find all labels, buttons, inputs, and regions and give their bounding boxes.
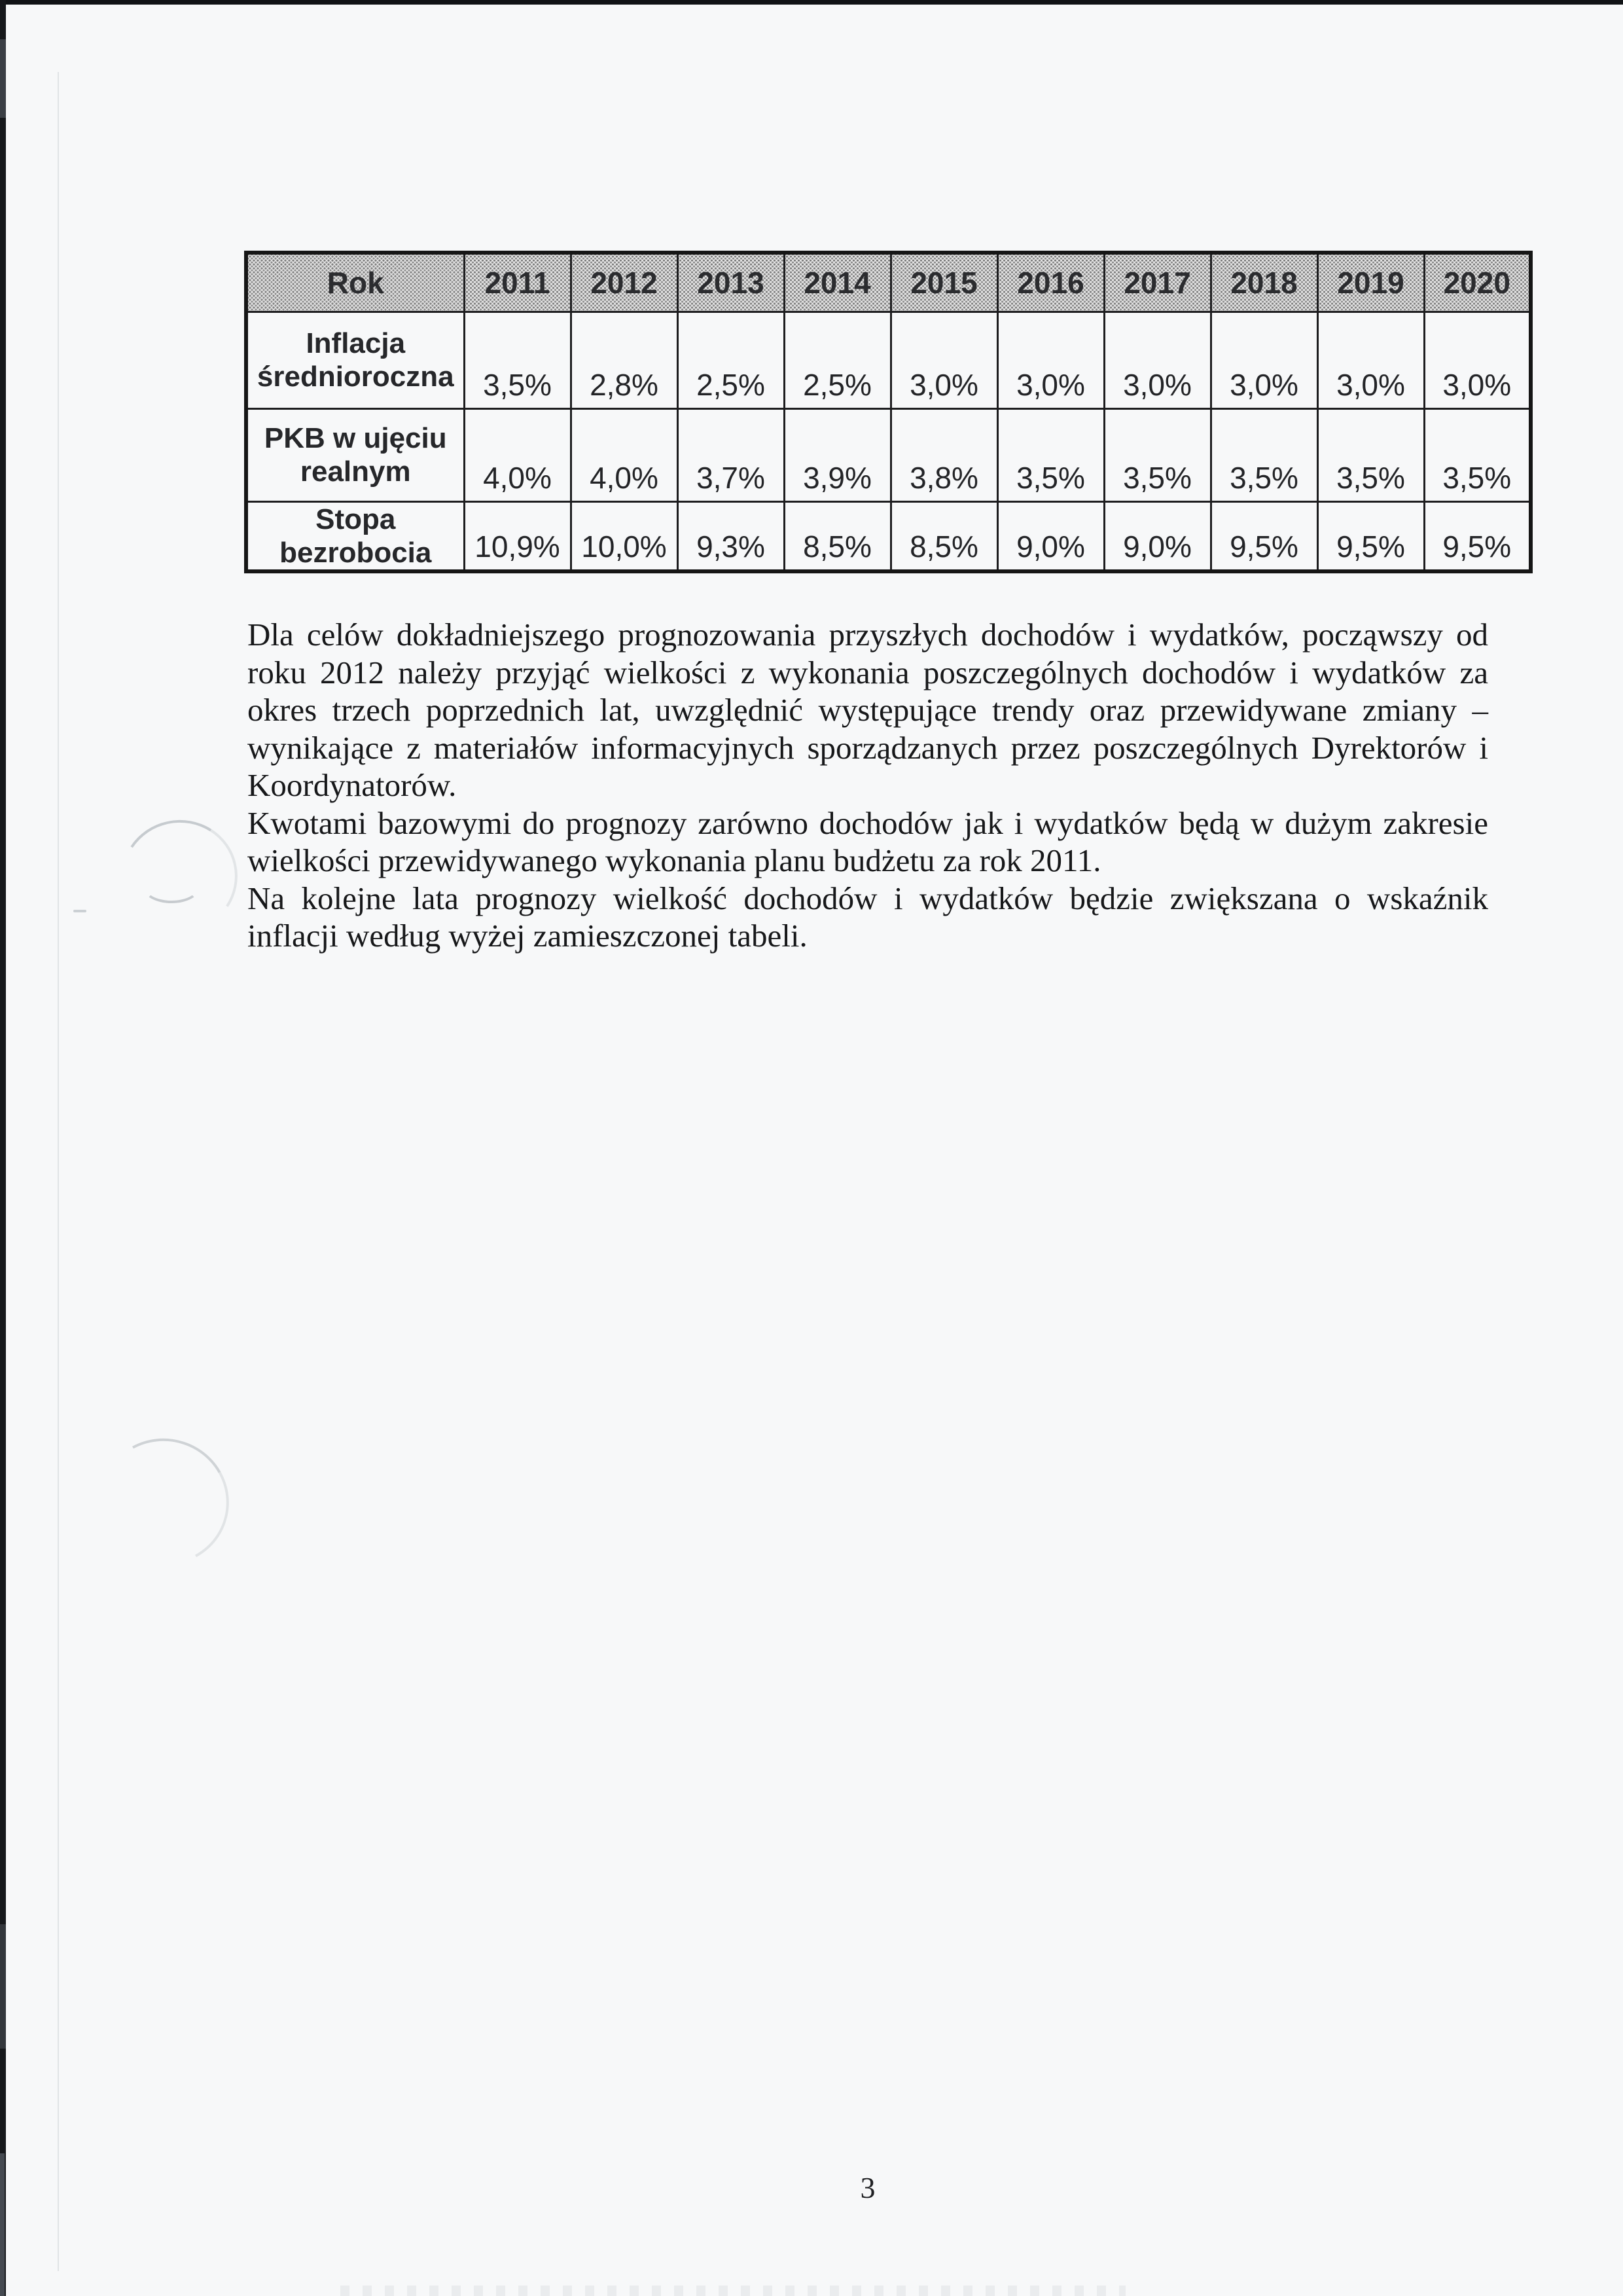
value-cell: 3,5% xyxy=(464,312,571,408)
value-cell: 9,5% xyxy=(1317,501,1424,571)
scan-artifact-speck xyxy=(73,910,86,912)
value-cell: 2,5% xyxy=(677,312,784,408)
table-header-year: 2020 xyxy=(1424,253,1531,312)
paragraph-3: Na kolejne lata prognozy wielkość dochodów i wydatków będzie zwiększana o wskaźnik inflacji według wyżej zamieszczonej tabeli. xyxy=(247,880,1488,954)
value-cell: 2,5% xyxy=(784,312,891,408)
value-cell: 9,5% xyxy=(1211,501,1317,571)
value-cell: 3,9% xyxy=(784,408,891,501)
value-cell: 4,0% xyxy=(571,408,677,501)
table-header-year: 2014 xyxy=(784,253,891,312)
value-cell: 3,7% xyxy=(677,408,784,501)
scan-edge-top xyxy=(0,0,1623,5)
table-header-year: 2018 xyxy=(1211,253,1317,312)
scan-artifact-arc-1b xyxy=(143,870,200,903)
paragraph-1: Dla celów dokładniejszego prognozowania przyszłych dochodów i wydatków, począwszy od roku 2012 należy przyjąć wielkości z wykonania poszczególnych dochodów i wydatków za okres trzech poprzednich lat, uwzględnić występujące trendy oraz przewidywane zmiany – wynikające z materiałów informacyjnych sporządzanych przez poszczególnych Dyrektorów i Koordynatorów. xyxy=(247,617,1488,803)
value-cell: 9,0% xyxy=(997,501,1104,571)
value-cell: 3,0% xyxy=(1424,312,1531,408)
value-cell: 3,0% xyxy=(1104,312,1211,408)
table-row xyxy=(246,312,1531,408)
paragraph-2: Kwotami bazowymi do prognozy zarówno dochodów jak i wydatków będą w dużym zakresie wielkości przewidywanego wykonania planu budżetu za rok 2011. xyxy=(247,804,1488,878)
value-cell: 8,5% xyxy=(891,501,997,571)
row-label: Stopa bezrobocia xyxy=(246,501,464,571)
table-header-year: 2012 xyxy=(571,253,677,312)
value-cell: 2,8% xyxy=(571,312,677,408)
table-header-row xyxy=(246,253,1531,312)
scan-noise-bottom xyxy=(340,2286,1126,2296)
value-cell: 9,0% xyxy=(1104,501,1211,571)
table-row xyxy=(246,408,1531,501)
value-cell: 3,0% xyxy=(1317,312,1424,408)
page-number: 3 xyxy=(860,2171,876,2204)
table-header-year: 2017 xyxy=(1104,253,1211,312)
value-cell: 3,8% xyxy=(891,408,997,501)
scan-artifact-arc-2 xyxy=(84,1423,244,1580)
table-header-year: 2015 xyxy=(891,253,997,312)
scan-edge-left-segment xyxy=(0,1924,6,2049)
table-header-year: 2013 xyxy=(677,253,784,312)
value-cell: 3,5% xyxy=(1317,408,1424,501)
value-cell: 3,0% xyxy=(891,312,997,408)
paper-edge-shadow xyxy=(58,72,59,2271)
scan-edge-left-segment xyxy=(0,39,6,118)
forecast-table xyxy=(244,251,1533,573)
value-cell: 3,5% xyxy=(1211,408,1317,501)
row-label: Inflacja średnioroczna xyxy=(246,312,464,408)
body-text xyxy=(247,616,1488,955)
value-cell: 3,0% xyxy=(1211,312,1317,408)
value-cell: 3,5% xyxy=(1104,408,1211,501)
value-cell: 4,0% xyxy=(464,408,571,501)
row-label: PKB w ujęciu realnym xyxy=(246,408,464,501)
table-header-year: 2016 xyxy=(997,253,1104,312)
value-cell: 10,0% xyxy=(571,501,677,571)
table-body xyxy=(246,312,1531,571)
value-cell: 3,0% xyxy=(997,312,1104,408)
table-header-year: 2019 xyxy=(1317,253,1424,312)
table-header-year: 2011 xyxy=(464,253,571,312)
value-cell: 3,5% xyxy=(997,408,1104,501)
scan-edge-left-segment xyxy=(0,2153,5,2296)
value-cell: 8,5% xyxy=(784,501,891,571)
table-header-rok: Rok xyxy=(246,253,464,312)
value-cell: 10,9% xyxy=(464,501,571,571)
value-cell: 9,3% xyxy=(677,501,784,571)
table-row xyxy=(246,501,1531,571)
value-cell: 3,5% xyxy=(1424,408,1531,501)
value-cell: 9,5% xyxy=(1424,501,1531,571)
